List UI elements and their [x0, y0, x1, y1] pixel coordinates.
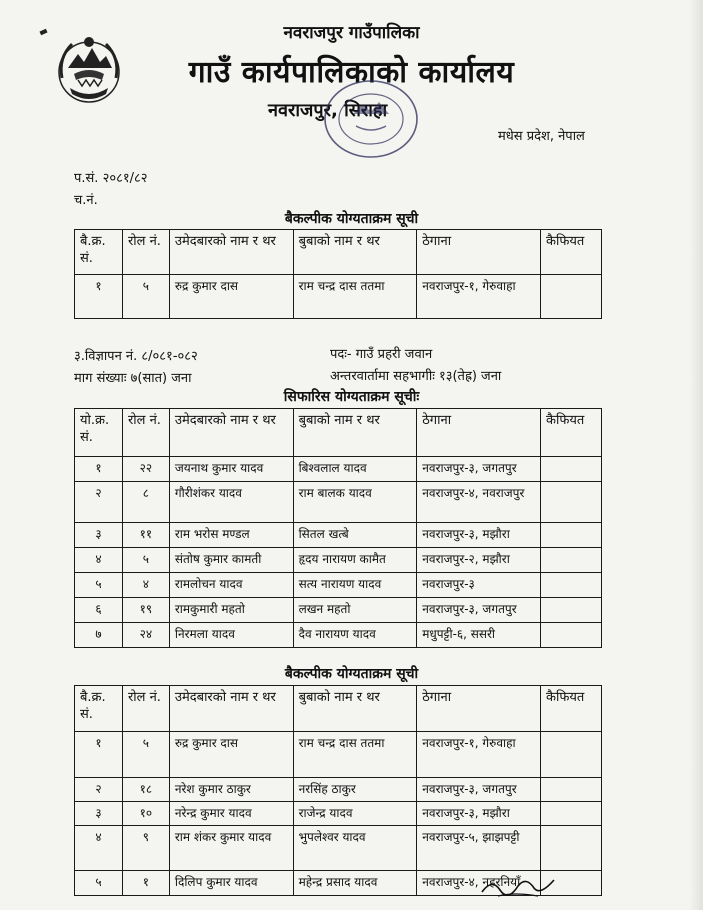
cell-serial: १	[75, 732, 123, 778]
reference-number: प.सं. २०८१/८२	[74, 171, 148, 186]
alt-list-1-title: बैकल्पीक योग्यताक्रम सूची	[284, 211, 419, 227]
table-row	[75, 732, 602, 778]
cell-remarks	[541, 482, 602, 523]
table-row	[75, 598, 602, 623]
municipality-name: नवराजपुर गाउँपालिका	[283, 23, 420, 43]
cell-candidate: रुद्र कुमार दास	[169, 732, 293, 778]
cell-candidate: नरेश कुमार ठाकुर	[169, 778, 293, 802]
cell-father: सत्य नारायण यादव	[293, 573, 417, 598]
cell-roll: ५	[122, 732, 169, 778]
cell-serial: ६	[75, 598, 123, 623]
alt-list-2-title: बैकल्पीक योग्यताक्रम सूची	[284, 666, 419, 682]
cell-address: नवराजपुर-३, मझौरा	[417, 523, 541, 548]
table-row	[75, 523, 602, 548]
table-row	[75, 778, 602, 802]
cell-serial: २	[75, 778, 123, 802]
cell-candidate: निरमला यादव	[169, 623, 293, 648]
col-header-serial: बै.क्र. सं.	[75, 686, 123, 732]
cell-roll: ४	[122, 573, 169, 598]
cell-serial: ७	[75, 623, 123, 648]
cell-serial: ४	[75, 826, 123, 871]
table-header-row	[75, 686, 602, 732]
col-header-father: बुबाको नाम र थर	[293, 230, 417, 275]
cell-address: नवराजपुर-३, जगतपुर	[417, 457, 541, 482]
col-header-address: ठेगाना	[417, 686, 541, 732]
col-header-roll: रोल नं.	[122, 686, 169, 732]
cell-roll: ९	[122, 826, 169, 871]
cell-address: नवराजपुर-३, मझौरा	[417, 802, 541, 826]
col-header-remarks: कैफियत	[541, 686, 602, 732]
alt-list-2-table	[74, 685, 602, 896]
cell-father: महेन्द्र प्रसाद यादव	[293, 871, 417, 896]
cell-candidate: जयनाथ कुमार यादव	[169, 457, 293, 482]
cell-address: नवराजपुर-२, मझौरा	[417, 548, 541, 573]
cell-serial: १	[75, 457, 123, 482]
cell-roll: १९	[122, 598, 169, 623]
col-header-candidate: उमेदबारको नाम र थर	[169, 409, 293, 457]
table-header-row	[75, 230, 602, 275]
cell-serial: २	[75, 482, 123, 523]
cell-serial: १	[75, 275, 123, 319]
cell-address: नवराजपुर-१, गेरुवाहा	[417, 732, 541, 778]
cell-serial: ३	[75, 523, 123, 548]
cell-address: नवराजपुर-४, नहरनियाँ	[417, 871, 541, 896]
cell-address: नवराजपुर-१, गेरुवाहा	[417, 275, 541, 319]
cell-candidate: रामकुमारी महतो	[169, 598, 293, 623]
cell-serial: ५	[75, 573, 123, 598]
cell-father: हृदय नारायण कामैत	[293, 548, 417, 573]
col-header-candidate: उमेदबारको नाम र थर	[169, 230, 293, 275]
cell-candidate: राम भरोस मण्डल	[169, 523, 293, 548]
table-row	[75, 548, 602, 573]
cell-candidate: दिलिप कुमार यादव	[169, 871, 293, 896]
cell-father: भुपलेश्वर यादव	[293, 826, 417, 871]
cell-roll: ८	[122, 482, 169, 523]
table-row	[75, 802, 602, 826]
advertisement-number: ३.विज्ञापन नं. ८/०८१-०८२	[74, 349, 198, 364]
cell-father: राम बालक यादव	[293, 482, 417, 523]
cell-roll: २४	[122, 623, 169, 648]
province-name: मधेस प्रदेश, नेपाल	[498, 129, 585, 144]
cell-father: बिश्वलाल यादव	[293, 457, 417, 482]
cell-serial: ५	[75, 871, 123, 896]
cell-remarks	[541, 732, 602, 778]
interview-count: अन्तरवार्तामा सहभागीः १३(तेह्र) जना	[330, 369, 502, 384]
cell-address: नवराजपुर-३, जगतपुर	[417, 778, 541, 802]
cell-roll: ११	[122, 523, 169, 548]
cell-serial: ४	[75, 548, 123, 573]
recommended-list-title: सिफारिस योग्यताक्रम सूचीः	[283, 389, 420, 405]
col-header-serial: यो.क्र. सं.	[75, 409, 123, 457]
cell-candidate: नरेन्द्र कुमार यादव	[169, 802, 293, 826]
cell-remarks	[541, 826, 602, 871]
cell-serial: ३	[75, 802, 123, 826]
col-header-address: ठेगाना	[417, 230, 541, 275]
table-row	[75, 826, 602, 871]
cell-candidate: रुद्र कुमार दास	[169, 275, 293, 319]
cell-father: लखन महतो	[293, 598, 417, 623]
office-location: नवराजपुर, सिराहा	[268, 100, 388, 121]
col-header-address: ठेगाना	[417, 409, 541, 457]
table-row	[75, 573, 602, 598]
col-header-roll: रोल नं.	[122, 409, 169, 457]
cell-remarks	[541, 623, 602, 648]
cell-remarks	[541, 548, 602, 573]
col-header-serial: बै.क्र. सं.	[75, 230, 123, 275]
cell-candidate: राम शंकर कुमार यादव	[169, 826, 293, 871]
cell-remarks	[541, 598, 602, 623]
cell-candidate: संतोष कुमार कामती	[169, 548, 293, 573]
table-row	[75, 623, 602, 648]
col-header-remarks: कैफियत	[541, 409, 602, 457]
table-row	[75, 457, 602, 482]
col-header-roll: रोल नं.	[122, 230, 169, 275]
cell-remarks	[541, 275, 602, 319]
cell-address: नवराजपुर-४, नवराजपुर	[417, 482, 541, 523]
cell-address: नवराजपुर-५, झाझपट्टी	[417, 826, 541, 871]
cell-address: मधुपट्टी-६, ससरी	[417, 623, 541, 648]
cell-father: राम चन्द्र दास ततमा	[293, 732, 417, 778]
table-row	[75, 275, 602, 319]
demand-count: माग संख्याः ७(सात) जना	[74, 371, 192, 386]
page-edge-shadow	[689, 0, 703, 910]
office-stamp-icon	[318, 74, 424, 164]
col-header-remarks: कैफियत	[541, 230, 602, 275]
cell-remarks	[541, 778, 602, 802]
cell-father: दैव नारायण यादव	[293, 623, 417, 648]
col-header-father: बुबाको नाम र थर	[293, 409, 417, 457]
cell-roll: १	[122, 871, 169, 896]
cell-remarks	[541, 457, 602, 482]
cell-candidate: रामलोचन यादव	[169, 573, 293, 598]
post-name: पदः- गाउँ प्रहरी जवान	[330, 347, 433, 362]
cell-remarks	[541, 523, 602, 548]
cell-father: राम चन्द्र दास ततमा	[293, 275, 417, 319]
table-header-row	[75, 409, 602, 457]
cell-remarks	[541, 802, 602, 826]
alt-list-1-table	[74, 229, 602, 319]
cell-father: सितल खत्बे	[293, 523, 417, 548]
table-row	[75, 482, 602, 523]
recommended-list-table	[74, 408, 602, 648]
cell-father: नरसिंह ठाकुर	[293, 778, 417, 802]
cell-father: राजेन्द्र यादव	[293, 802, 417, 826]
cell-roll: १०	[122, 802, 169, 826]
signature-mark	[478, 870, 558, 900]
cell-address: नवराजपुर-३, जगतपुर	[417, 598, 541, 623]
col-header-candidate: उमेदबारको नाम र थर	[169, 686, 293, 732]
dispatch-number: च.नं.	[74, 193, 98, 208]
cell-roll: १८	[122, 778, 169, 802]
cell-roll: ५	[122, 275, 169, 319]
office-name: गाउँ कार्यपालिकाको कार्यालय	[188, 55, 515, 90]
cell-address: नवराजपुर-३	[417, 573, 541, 598]
cell-roll: २२	[122, 457, 169, 482]
cell-candidate: गौरीशंकर यादव	[169, 482, 293, 523]
cell-roll: ५	[122, 548, 169, 573]
cell-remarks	[541, 573, 602, 598]
col-header-father: बुबाको नाम र थर	[293, 686, 417, 732]
